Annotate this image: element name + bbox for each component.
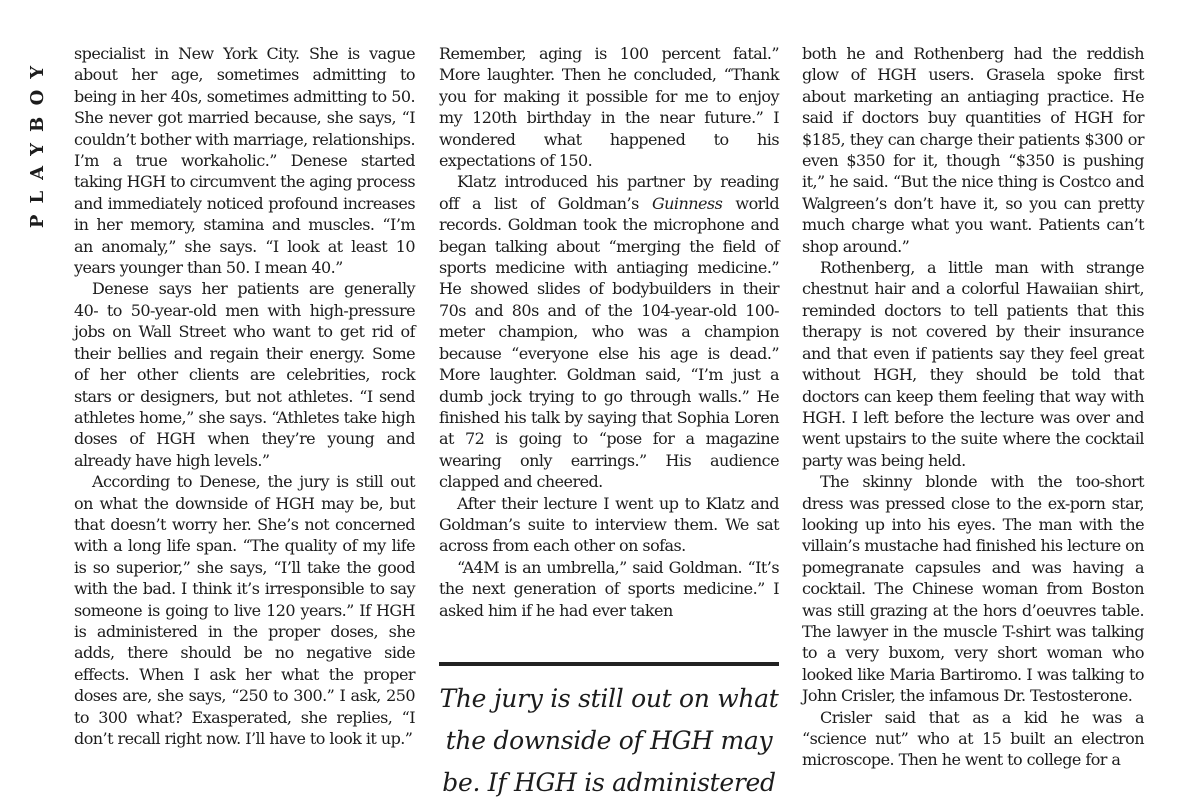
paragraph: Rothenberg, a little man with strange chestnut hair and a colorful Hawaiian shirt, reminded doctors to tell patients that this therapy is not covered by their insurance and that even if patients say they feel great without HGH, they should be told that doctors can keep them feeling that way with HGH. I left before the lecture was over and went upstairs to the suite where the cocktail party was being held.: [802, 258, 1144, 470]
text-column-2: [439, 43, 779, 621]
text-column-1: [74, 43, 415, 749]
running-head-text: PLAYBOY: [27, 54, 49, 228]
paragraph: [439, 171, 779, 492]
paragraph: both he and Rothenberg had the reddish glow of HGH users. Grasela spoke first about marketing an antiaging practice. He said if doctors buy quantities of HGH for $185, they can charge their patients $300 or even $350 for it, though “$350 is pushing it,” he said. “But the nice thing is Costco and Walgreen’s don’t have it, so you can pretty much charge what you want. Patients can’t shop around.”: [802, 44, 1144, 256]
paragraph: specialist in New York City. She is vague about her age, sometimes admitting to being in her 40s, sometimes admitting to 50. She never got married because, she says, “I couldn’t bother with marriage, relationships. I’m a true workaholic.” Denese started taking HGH to circumvent the aging process and immediately noticed profound increases in her memory, stamina and muscles. “I’m an anomaly,” she says. “I look at least 10 years younger than 50. I mean 40.”: [74, 44, 415, 278]
paragraph: Denese says her patients are generally 40- to 50-year-old men with high-pressure jobs on Wall Street who want to get rid of their bellies and regain their energy. Some of her other clients are celebrities, rock stars or designers, but not athletes. “I send athletes home,” she says. “Athletes take high doses of HGH when they’re young and already have high levels.”: [74, 279, 415, 470]
paragraph: Remember, aging is 100 percent fatal.” More laughter. Then he concluded, “Thank you for making it possible for me to enjoy my 120th birthday in the near future.” I wondered what happened to his expectations of 150.: [439, 44, 779, 171]
paragraph-text: world records. Goldman took the microphone and began talking about “merging the field of sports medicine with antiaging medicine.” He showed slides of bodybuilders in their 70s and 80s and of the 104-year-old 100-meter champion, who was a champion because “everyone else his age is dead.” More laughter. Goldman said, “I’m just a dumb jock trying to go through walls.” He finished his talk by saying that Sophia Loren at 72 is going to “pose for a magazine wearing only earrings.” His audience clapped and cheered.: [439, 193, 780, 492]
paragraph-text: Klatz introduced his partner by reading off a list of Goldman’s: [439, 172, 779, 213]
paragraph: After their lecture I went up to Klatz and Goldman’s suite to interview them. We sat across from each other on sofas.: [439, 493, 779, 556]
paragraph: Crisler said that as a kid he was a “science nut” who at 15 built an electron microscope. Then he went to college for a: [802, 707, 1144, 770]
running-head: [24, 46, 52, 236]
paragraph: According to Denese, the jury is still out on what the downside of HGH may be, but that doesn’t worry her. She’s not concerned with a long life span. “The quality of my life is so superior,” she says, “I’ll take the good with the bad. I think it’s irresponsible to say someone is going to live 120 years.” If HGH is administered in the proper doses, she adds, there should be no negative side effects. When I ask her what the proper doses are, she says, “250 to 300.” I ask, 250 to 300 what? Exasperated, she replies, “I don’t recall right now. I’ll have to look it up.”: [74, 472, 415, 748]
paragraph: The skinny blonde with the too-short dress was pressed close to the ex-porn star, looking up into his eyes. The man with the villain’s mustache had finished his lecture on pomegranate capsules and was having a cocktail. The Chinese woman from Boston was still grazing at the hors d’oeuvres table. The lawyer in the muscle T-shirt was talking to a very buxom, very short woman who looked like Maria Bartiromo. I was talking to John Crisler, the infamous Dr. Testosterone.: [802, 472, 1144, 706]
pull-quote-rule: [439, 662, 779, 666]
paragraph: “A4M is an umbrella,” said Goldman. “It’s the next generation of sports medicine.” I asked him if he had ever taken: [439, 557, 779, 620]
pull-quote: The jury is still out on what the downside of HGH may be. If HGH is administered: [439, 684, 779, 797]
book-title: Guinness: [651, 193, 723, 213]
text-column-3: [802, 43, 1144, 771]
